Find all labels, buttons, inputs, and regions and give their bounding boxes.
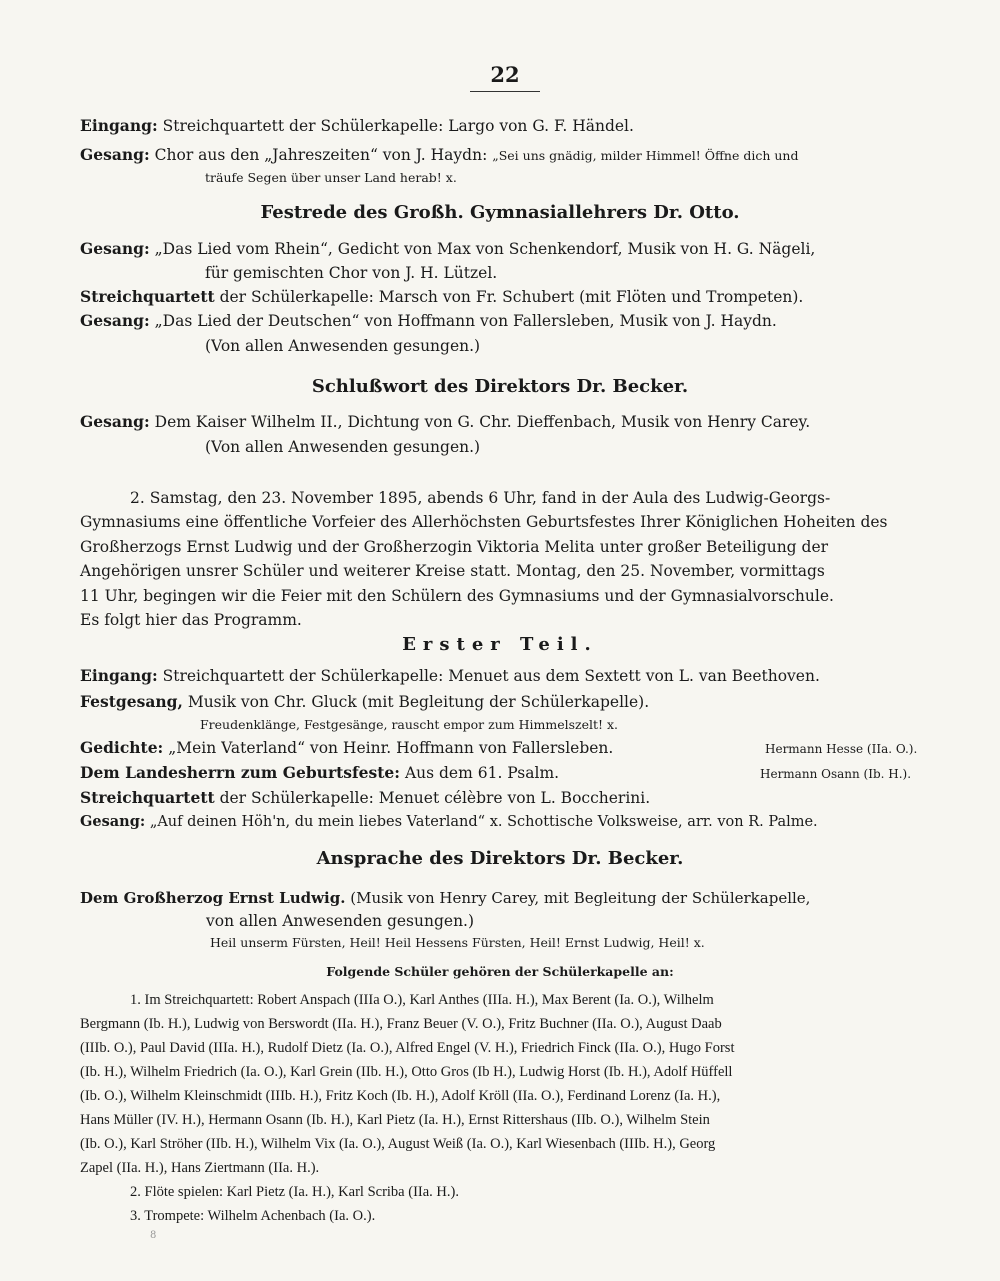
member-list-line: Hans Müller (IV. H.), Hermann Osann (Ib. H.), Karl Pietz (Ia. H.), Ernst Rittershaus (IIb. O.), Wilhelm Stein xyxy=(80,1112,710,1128)
line-label: Festgesang, xyxy=(80,692,183,711)
line-label: Streichquartett xyxy=(80,788,215,807)
performer-name: Hermann Hesse (IIa. O.). xyxy=(765,742,918,756)
program-line xyxy=(80,692,649,712)
program-line xyxy=(80,763,559,783)
line-label: Gesang: xyxy=(80,412,150,431)
program-line xyxy=(80,666,820,686)
program-line xyxy=(80,287,803,307)
line-label: Eingang: xyxy=(80,116,158,135)
member-list-line: (Ib. O.), Wilhelm Kleinschmidt (IIIb. H.), Fritz Koch (Ib. H.), Adolf Kröll (IIa. O.), Ferdinand Lorenz (Ia. H.), xyxy=(80,1088,721,1104)
member-list-line: (Ib. O.), Karl Ströher (IIb. H.), Wilhelm Vix (Ia. O.), August Weiß (Ia. O.), Karl Wiesenbach (IIIb. H.), Georg xyxy=(80,1136,716,1152)
line-label: Streichquartett xyxy=(80,287,215,306)
program-line xyxy=(80,738,613,758)
section-heading: Ansprache des Direktors Dr. Becker. xyxy=(316,848,684,869)
program-line xyxy=(80,412,810,432)
line-text: „Auf deinen Höh'n, du mein liebes Vaterland“ x. Schottische Volksweise, arr. von R. Palme. xyxy=(149,814,818,830)
line-label: Gesang: xyxy=(80,239,150,258)
line-text: „Mein Vaterland“ von Heinr. Hoffmann von Fallersleben. xyxy=(168,739,614,757)
line-continuation: für gemischten Chor von J. H. Lützel. xyxy=(205,264,498,282)
line-text: der Schülerkapelle: Marsch von Fr. Schubert (mit Flöten und Trompeten). xyxy=(219,288,804,306)
page-number: 22 xyxy=(470,62,540,92)
member-list-line: 1. Im Streichquartett: Robert Anspach (IIIa O.), Karl Anthes (IIIa. H.), Max Berent (Ia. O.), Wilhelm xyxy=(130,992,714,1008)
line-text: Chor aus den „Jahreszeiten“ von J. Haydn: xyxy=(154,146,488,164)
faint-mark: 8 xyxy=(150,1230,157,1241)
line-text: Aus dem 61. Psalm. xyxy=(404,764,560,782)
program-line xyxy=(80,888,810,908)
member-list-line: 2. Flöte spielen: Karl Pietz (Ia. H.), Karl Scriba (IIa. H.). xyxy=(130,1184,459,1200)
paragraph-line: Gymnasiums eine öffentliche Vorfeier des Allerhöchsten Geburtsfestes Ihrer Königlichen Hoheiten des xyxy=(80,513,888,531)
performer-name: Hermann Osann (Ib. H.). xyxy=(760,767,912,781)
paragraph-line: Angehörigen unsrer Schüler und weiterer Kreise statt. Montag, den 25. November, vormittags xyxy=(80,562,825,580)
line-text: Streichquartett der Schülerkapelle: Largo von G. F. Händel. xyxy=(162,117,634,135)
line-text: (Musik von Henry Carey, mit Begleitung der Schülerkapelle, xyxy=(350,889,811,907)
member-list-line: 3. Trompete: Wilhelm Achenbach (Ia. O.). xyxy=(130,1208,376,1224)
program-line xyxy=(80,239,815,259)
line-label: Dem Großherzog Ernst Ludwig. xyxy=(80,889,346,907)
line-label: Gesang: xyxy=(80,311,150,330)
member-list-line: Zapel (IIa. H.), Hans Ziertmann (IIa. H.). xyxy=(80,1160,320,1176)
line-continuation: von allen Anwesenden gesungen.) xyxy=(206,912,475,930)
program-line xyxy=(80,788,650,808)
line-text: Dem Kaiser Wilhelm II., Dichtung von G. Chr. Dieffenbach, Musik von Henry Carey. xyxy=(154,413,811,431)
member-list-line: (IIIb. O.), Paul David (IIIa. H.), Rudolf Dietz (Ia. O.), Alfred Engel (V. H.), Friedrich Finck (IIa. O.), Hugo Forst xyxy=(80,1040,735,1056)
program-line xyxy=(80,116,634,136)
member-list-line: Bergmann (Ib. H.), Ludwig von Berswordt (IIa. H.), Franz Beuer (V. O.), Fritz Buchner (IIa. O.), August Daab xyxy=(80,1016,722,1032)
verse-quote: Heil unserm Fürsten, Heil! Heil Hessens Fürsten, Heil! Ernst Ludwig, Heil! x. xyxy=(210,935,705,950)
paragraph-line: Es folgt hier das Programm. xyxy=(80,611,302,629)
paragraph-line: 2. Samstag, den 23. November 1895, abends 6 Uhr, fand in der Aula des Ludwig-Georgs- xyxy=(130,489,831,507)
paragraph-line: Großherzogs Ernst Ludwig und der Großherzogin Viktoria Melita unter großer Beteiligung der xyxy=(80,538,829,556)
program-line xyxy=(80,812,818,832)
quote-continuation: träufe Segen über unser Land herab! x. xyxy=(205,170,457,185)
line-continuation: (Von allen Anwesenden gesungen.) xyxy=(205,337,481,355)
line-label: Dem Landesherrn zum Geburtsfeste: xyxy=(80,763,400,782)
line-text: „Das Lied der Deutschen“ von Hoffmann von Fallersleben, Musik von J. Haydn. xyxy=(154,312,777,330)
line-label: Eingang: xyxy=(80,666,158,685)
line-label: Gedichte: xyxy=(80,738,164,757)
quote-text: „Sei uns gnädig, milder Himmel! Öffne dich und xyxy=(492,148,799,163)
line-text: „Das Lied vom Rhein“, Gedicht von Max von Schenkendorf, Musik von H. G. Nägeli, xyxy=(154,240,816,258)
section-heading: Festrede des Großh. Gymnasiallehrers Dr. Otto. xyxy=(260,202,740,223)
part-heading: Erster Teil. xyxy=(402,634,598,655)
line-continuation: (Von allen Anwesenden gesungen.) xyxy=(205,438,481,456)
verse-quote: Freudenklänge, Festgesänge, rauscht empor zum Himmelszelt! x. xyxy=(200,717,619,732)
line-text: der Schülerkapelle: Menuet célèbre von L. Boccherini. xyxy=(219,789,651,807)
line-text: Streichquartett der Schülerkapelle: Menuet aus dem Sextett von L. van Beethoven. xyxy=(162,667,820,685)
line-text: Musik von Chr. Gluck (mit Begleitung der Schülerkapelle). xyxy=(187,693,650,711)
section-heading: Schlußwort des Direktors Dr. Becker. xyxy=(311,376,689,397)
paragraph-line: 11 Uhr, begingen wir die Feier mit den Schülern des Gymnasiums und der Gymnasialvorschule. xyxy=(80,587,834,605)
program-line xyxy=(80,311,777,331)
line-label: Gesang: xyxy=(80,145,150,164)
program-line xyxy=(80,145,798,166)
member-list-line: (Ib. H.), Wilhelm Friedrich (Ia. O.), Karl Grein (IIb. H.), Otto Gros (Ib H.), Ludwig Horst (Ib. H.), Adolf Hüffell xyxy=(80,1064,733,1080)
line-label: Gesang: xyxy=(80,813,146,830)
list-heading: Folgende Schüler gehören der Schülerkapelle an: xyxy=(326,964,674,979)
